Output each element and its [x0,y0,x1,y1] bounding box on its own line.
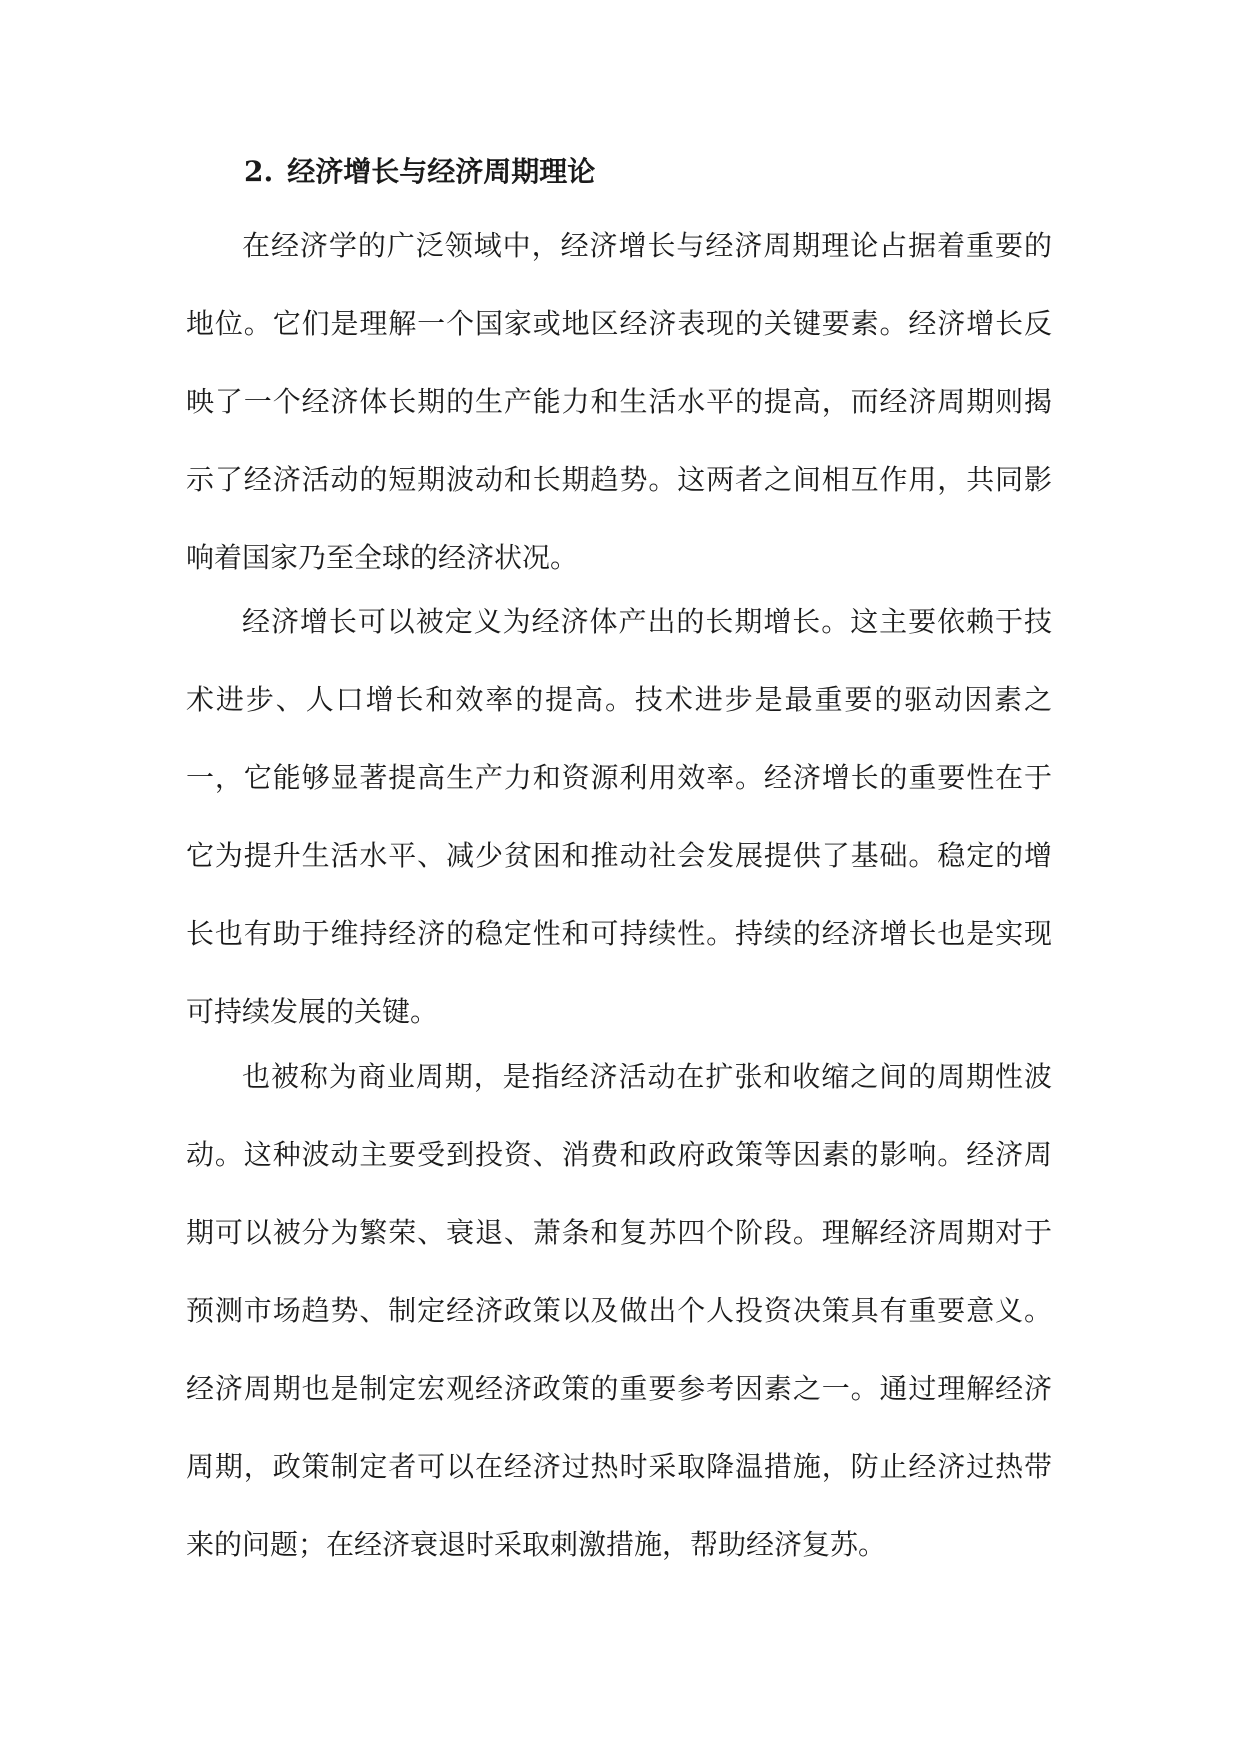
paragraph-economic-cycle: 也被称为商业周期，是指经济活动在扩张和收缩之间的周期性波动。这种波动主要受到投资、消费和政府政策等因素的影响。经济周期可以被分为繁荣、衰退、萧条和复苏四个阶段。理解经济周期对于预测市场趋势、制定经济政策以及做出个人投资决策具有重要意义。经济周期也是制定宏观经济政策的重要参考因素之一。通过理解经济周期，政策制定者可以在经济过热时采取降温措施，防止经济过热带来的问题；在经济衰退时采取刺激措施，帮助经济复苏。 [186,1060,1052,1561]
section-heading [244,152,595,192]
paragraph-intro: 在经济学的广泛领域中，经济增长与经济周期理论占据着重要的地位。它们是理解一个国家或地区经济表现的关键要素。经济增长反映了一个经济体长期的生产能力和生活水平的提高，而经济周期则揭示了经济活动的短期波动和长期趋势。这两者之间相互作用，共同影响着国家乃至全球的经济状况。 [186,229,1052,574]
section-title: 经济增长与经济周期理论 [287,155,596,188]
paragraph-economic-growth: 经济增长可以被定义为经济体产出的长期增长。这主要依赖于技术进步、人口增长和效率的提高。技术进步是最重要的驱动因素之一，它能够显著提高生产力和资源利用效率。经济增长的重要性在于它为提升生活水平、减少贫困和推动社会发展提供了基础。稳定的增长也有助于维持经济的稳定性和可持续性。持续的经济增长也是实现可持续发展的关键。 [186,605,1052,1028]
section-number: 2. [244,155,274,188]
